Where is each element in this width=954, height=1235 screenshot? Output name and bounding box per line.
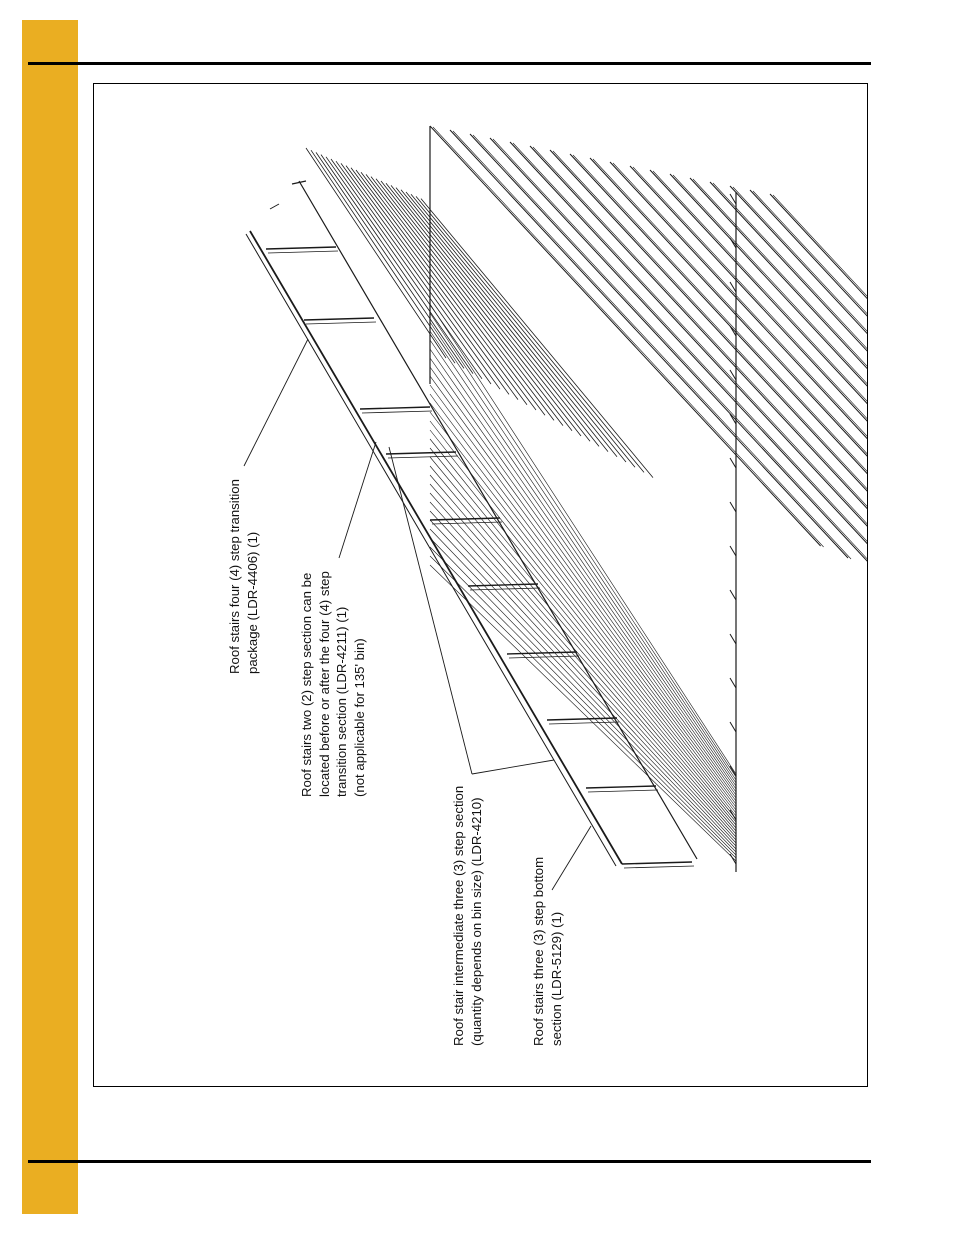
- panel-edge-tick: [730, 722, 736, 732]
- stair-tread-edge: [388, 456, 458, 458]
- roof-panels: [306, 126, 867, 872]
- callout-bottom-section: Roof stairs three (3) step bottom section (LDR-5129) (1): [531, 856, 564, 1046]
- roof-panel-rib: [590, 158, 867, 642]
- panel-edge-tick: [730, 546, 736, 556]
- roof-panel-rib: [653, 171, 867, 679]
- roof-panel-rib: [430, 126, 821, 546]
- roof-panel-rib: [453, 131, 851, 559]
- panel-edge-tick: [730, 282, 736, 292]
- panel-edge-tick: [730, 458, 736, 468]
- stair-tread: [266, 247, 336, 249]
- stair-tread: [360, 407, 430, 409]
- roof-panel-rib: [430, 475, 736, 831]
- roof-panel-rib: [411, 194, 635, 467]
- stair-tread-edge: [362, 411, 432, 413]
- roof-panel-rib: [386, 183, 590, 441]
- roof-panel-rib: [733, 187, 867, 727]
- stair-post: [270, 204, 279, 209]
- roof-panel-rib: [361, 172, 545, 415]
- leader-intermediate-a: [472, 760, 554, 774]
- roof-panel-rib: [371, 177, 563, 426]
- roof-panel-rib: [530, 146, 867, 606]
- roof-panel-rib: [673, 175, 867, 691]
- roof-panel-rib: [336, 161, 500, 389]
- panel-edge-tick: [730, 678, 736, 688]
- roof-panel-rib: [670, 174, 867, 690]
- roof-panel-rib: [430, 367, 736, 795]
- roof-panel-rib: [351, 168, 527, 405]
- roof-panel-rib: [416, 196, 644, 472]
- stair-tread-edge: [624, 866, 694, 868]
- roof-panel-rib: [593, 159, 867, 643]
- stair-tread: [304, 318, 374, 320]
- roof-panel-rib: [430, 430, 736, 816]
- roof-panel-rib: [376, 179, 572, 431]
- callout-two-step-section: Roof stairs two (2) step section can be located before or after the four (4) step transition section (LDR-4211) (1) (not applicable for 135' bin): [299, 571, 367, 797]
- panel-edge-tick: [730, 854, 736, 864]
- roof-panel-rib: [430, 304, 736, 774]
- roof-panel-rib: [650, 170, 867, 678]
- stair-tread-edge: [549, 722, 619, 724]
- panel-edge-tick: [730, 590, 736, 600]
- roof-panel-rib: [430, 376, 736, 798]
- roof-panel-rib: [430, 394, 736, 804]
- stair-tread: [622, 862, 692, 864]
- callout-four-step-transition: Roof stairs four (4) step transition package (LDR-4406) (1): [227, 479, 260, 674]
- stair-tread: [547, 718, 617, 720]
- roof-panel-rib: [430, 484, 736, 834]
- stair-tread: [386, 452, 456, 454]
- roof-panel-rib: [311, 150, 455, 363]
- stair-tread-edge: [268, 251, 338, 253]
- roof-panel-rib: [346, 166, 518, 400]
- roof-panel-rib: [730, 186, 867, 726]
- figure-frame: [93, 83, 868, 1087]
- panel-edge-tick: [730, 766, 736, 776]
- roof-panel-rib: [430, 448, 736, 822]
- roof-panel-rib: [430, 457, 736, 825]
- stair-tread: [430, 518, 500, 520]
- roof-panel-rib: [570, 154, 867, 630]
- roof-panel-rib: [550, 150, 867, 618]
- roof-panel-rib: [306, 148, 446, 358]
- callout-intermediate-section: Roof stair intermediate three (3) step section (quantity depends on bin size) (LDR-4210): [451, 785, 484, 1046]
- stair-tread-edge: [588, 790, 658, 792]
- leader-lines: [244, 339, 591, 890]
- roof-panel-rib: [430, 439, 736, 819]
- leader-four-step: [244, 339, 308, 466]
- panel-edge-tick: [730, 502, 736, 512]
- stair-tread-edge: [509, 656, 579, 658]
- roof-panel-rib: [430, 412, 736, 810]
- leader-two-step: [339, 442, 376, 558]
- roof-panel-rib: [396, 188, 608, 452]
- stair-tread: [507, 652, 577, 654]
- stair-tread: [586, 786, 656, 788]
- roof-panel-rib: [430, 358, 736, 792]
- stair-tread-edge: [470, 588, 540, 590]
- roof-panel-rib: [750, 190, 867, 738]
- footer-rule: [28, 1160, 871, 1163]
- roof-panel-rib: [533, 147, 867, 607]
- roof-panel-rib: [510, 142, 867, 594]
- roof-panel-rib: [430, 403, 736, 807]
- roof-panel-rib: [430, 322, 736, 780]
- roof-panel-rib: [613, 163, 867, 655]
- stair-tread: [468, 584, 538, 586]
- header-rule: [28, 62, 871, 65]
- roof-panel-rib: [470, 134, 867, 570]
- panel-edge-tick: [730, 370, 736, 380]
- panel-edge-tick: [730, 634, 736, 644]
- stair-tread-edge: [306, 322, 376, 324]
- side-tab: [22, 20, 78, 1214]
- leader-intermediate-b: [389, 447, 472, 774]
- roof-panel-rib: [356, 170, 536, 410]
- roof-panel-rib: [573, 155, 867, 631]
